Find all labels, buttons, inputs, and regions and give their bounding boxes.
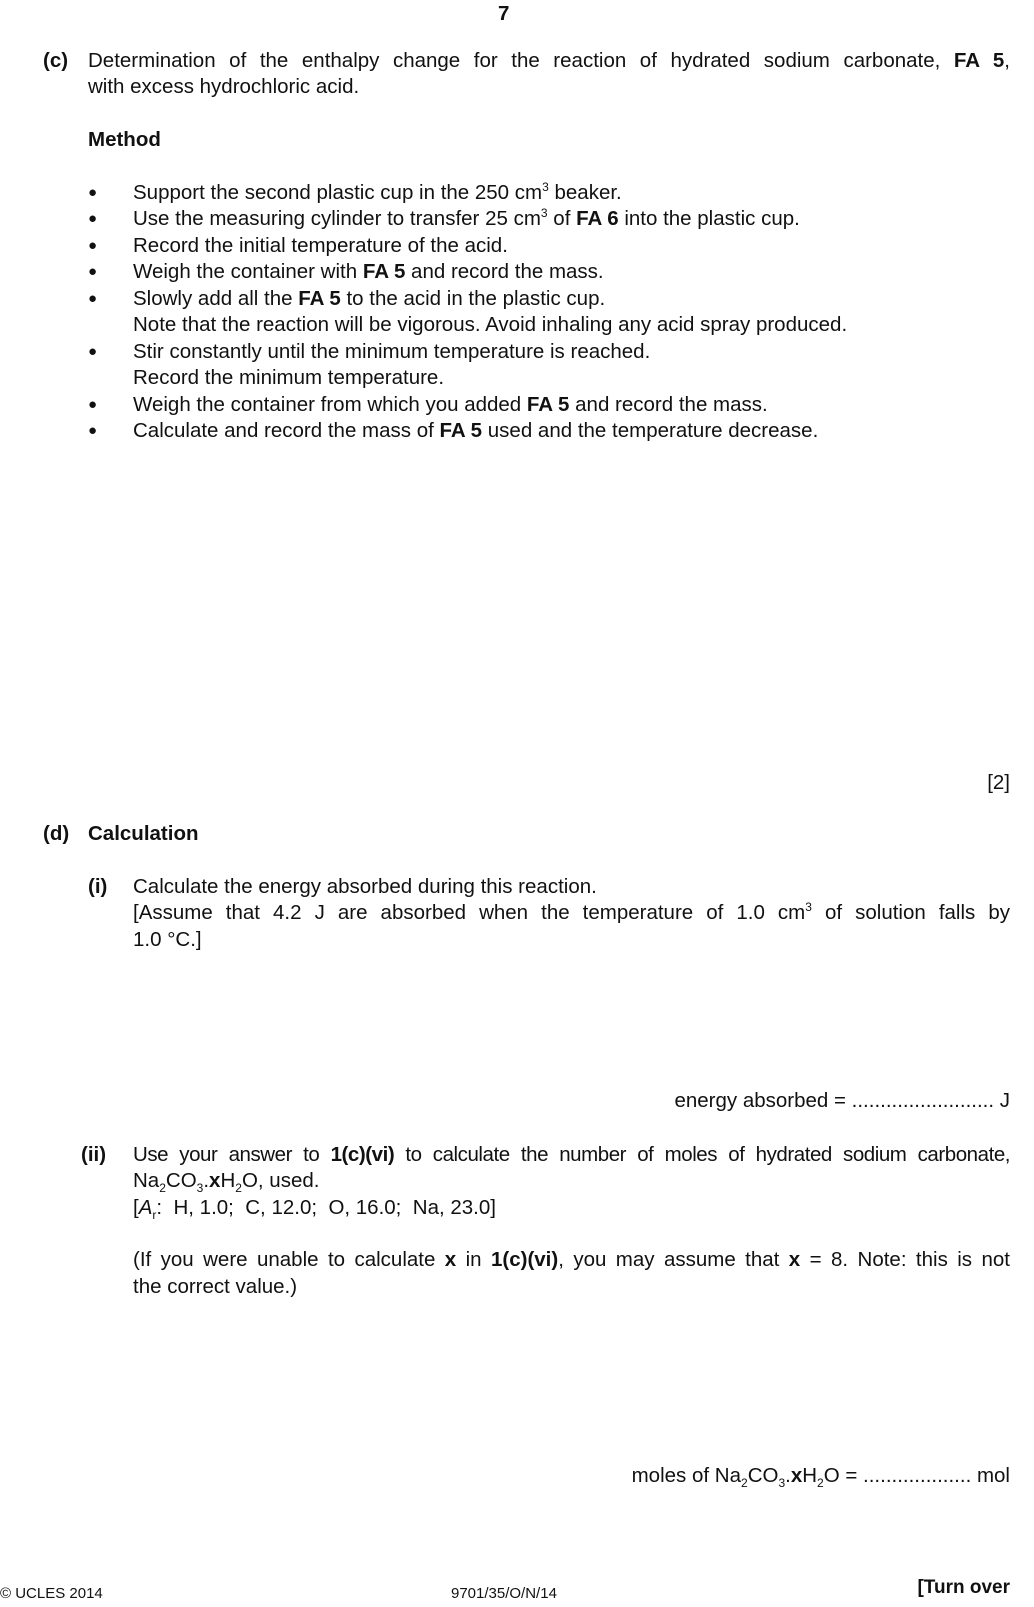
part-d-ii-line3: [$A_r$: H, 1.0; C, 12.0; O, 16.0; Na, 23.0] bbox=[133, 1196, 496, 1222]
method-step-8: Calculate and record the mass of FA 5 used and the temperature decrease. bbox=[133, 419, 819, 442]
bullet-dot: ● bbox=[88, 210, 98, 227]
bullet-dot: ● bbox=[88, 263, 98, 280]
energy-absorbed-answer[interactable]: energy absorbed = ......................... J bbox=[674, 1089, 1010, 1112]
moles-answer[interactable]: moles of $Na_2CO_3.xH_2O$ = ................... mol bbox=[631, 1464, 1010, 1490]
method-step-4: Weigh the container with FA 5 and record the mass. bbox=[133, 260, 604, 283]
method-step-3: Record the initial temperature of the acid. bbox=[133, 234, 508, 257]
part-d-ii-line4: (If you were unable to calculate x in 1(c)(vi), you may assume that x = 8. Note: this is not bbox=[133, 1248, 1010, 1271]
method-step-1: Support the second plastic cup in the 250 $cm^3$ beaker. bbox=[133, 180, 622, 204]
part-d-label: (d) bbox=[43, 822, 70, 845]
part-d-i-line2: [Assume that 4.2 J are absorbed when the temperature of 1.0 $cm^3$ of solution falls by bbox=[133, 900, 1010, 924]
page-number: 7 bbox=[498, 2, 510, 25]
part-d-ii-line2: $Na_2CO_3.xH_2O$, used. bbox=[133, 1169, 320, 1195]
part-d-i-label: (i) bbox=[88, 875, 108, 898]
part-d-ii-line1: Use your answer to 1(c)(vi) to calculate the number of moles of hydrated sodium carbonate, bbox=[133, 1143, 1011, 1166]
method-step-7: Weigh the container from which you added FA 5 and record the mass. bbox=[133, 393, 768, 416]
method-heading: Method bbox=[88, 128, 161, 151]
bullet-dot: ● bbox=[88, 396, 98, 413]
part-c-label: (c) bbox=[43, 49, 69, 72]
bullet-dot: ● bbox=[88, 343, 98, 360]
bullet-dot: ● bbox=[88, 237, 98, 254]
part-d-ii-label: (ii) bbox=[81, 1143, 107, 1166]
bullet-dot: ● bbox=[88, 422, 98, 439]
method-step-5: Slowly add all the FA 5 to the acid in the plastic cup. bbox=[133, 287, 606, 310]
footer-turn-over: [Turn over bbox=[917, 1577, 1010, 1598]
part-d-i-line3: 1.0 °C.] bbox=[133, 928, 202, 951]
method-step-6-note: Record the minimum temperature. bbox=[133, 366, 445, 389]
part-d-i-line1: Calculate the energy absorbed during this reaction. bbox=[133, 875, 597, 898]
part-d-ii-line5: the correct value.) bbox=[133, 1275, 298, 1298]
bullet-dot: ● bbox=[88, 290, 98, 307]
part-c-intro-line2: with excess hydrochloric acid. bbox=[88, 75, 360, 98]
part-c-marks: [2] bbox=[987, 771, 1010, 794]
part-d-heading: Calculation bbox=[88, 822, 199, 845]
footer-copyright: © UCLES 2014 bbox=[0, 1585, 103, 1602]
method-step-5-note: Note that the reaction will be vigorous. Avoid inhaling any acid spray produced. bbox=[133, 313, 848, 336]
method-step-2: Use the measuring cylinder to transfer 25 $cm^3$ of FA 6 into the plastic cup. bbox=[133, 206, 800, 230]
method-step-6: Stir constantly until the minimum temperature is reached. bbox=[133, 340, 651, 363]
part-c-intro-line1: Determination of the enthalpy change for the reaction of hydrated sodium carbonate, FA 5, bbox=[88, 49, 1010, 72]
footer-code: 9701/35/O/N/14 bbox=[451, 1585, 557, 1602]
bullet-dot: ● bbox=[88, 184, 98, 201]
